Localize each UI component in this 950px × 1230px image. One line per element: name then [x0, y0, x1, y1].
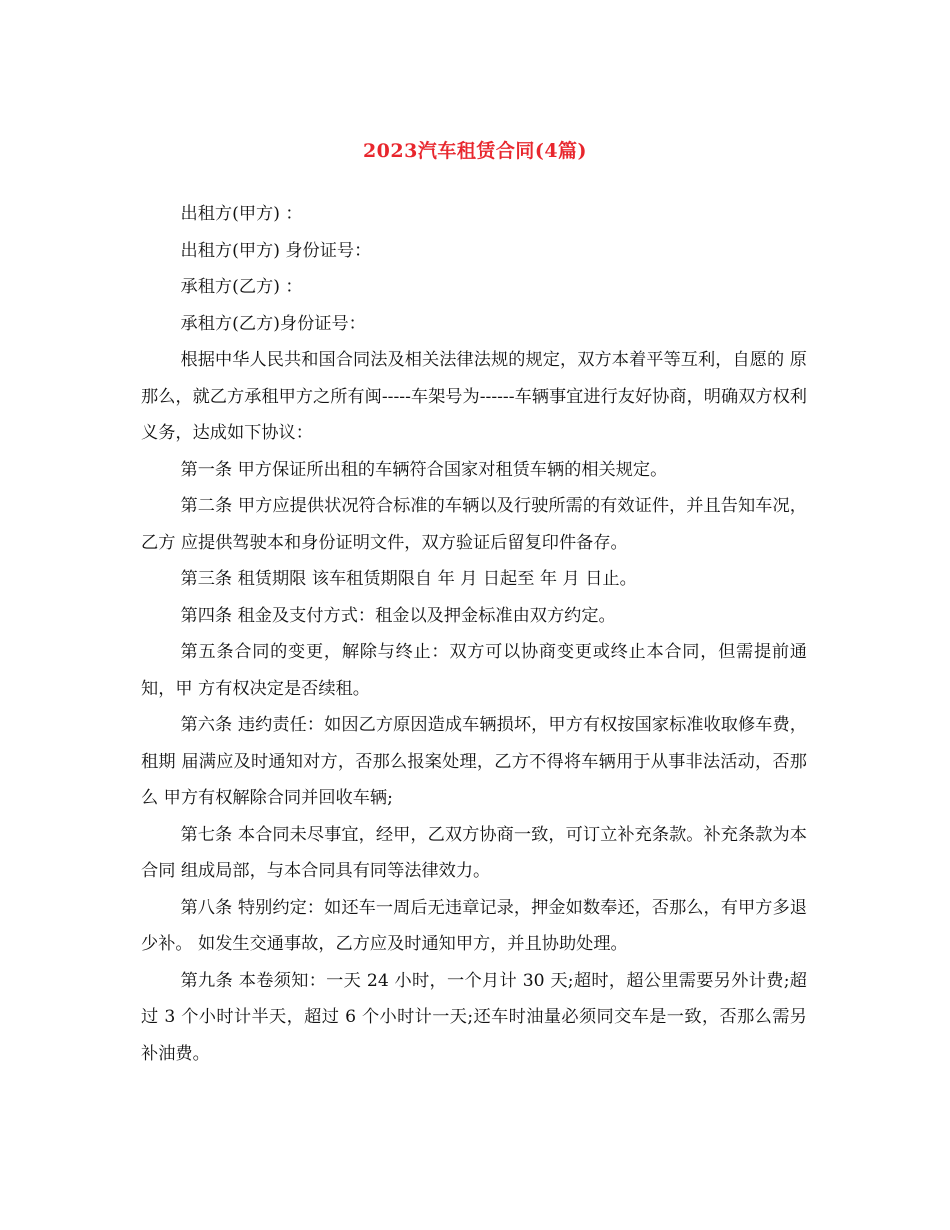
- lessee-id-line: 承租方(乙方)身份证号：: [180, 313, 366, 334]
- contract-body: [141, 196, 813, 1072]
- preamble-paragraph: 根据中华人民共和国合同法及相关法律法规的规定，双方本着平等互利，自愿的 原那么，就乙方承租甲方之所有闽-----车架号为------车辆事宜进行友好协商，明确双方权利义务，达成如下协议：: [141, 350, 807, 443]
- article-8: 第八条 特别约定：如还车一周后无违章记录，押金如数奉还，否那么，有甲方多退少补。 如发生交通事故，乙方应及时通知甲方，并且协助处理。: [141, 897, 807, 954]
- article-2: 第二条 甲方应提供状况符合标准的车辆以及行驶所需的有效证件，并且告知车况，乙方 应提供驾驶本和身份证明文件，双方验证后留复印件备存。: [141, 496, 807, 553]
- article-3: 第三条 租赁期限 该车租赁期限自 年 月 日起至 年 月 日止。: [180, 569, 637, 589]
- article-7: 第七条 本合同未尽事宜，经甲，乙双方协商一致，可订立补充条款。补充条款为本合同 组成局部，与本合同具有同等法律效力。: [141, 824, 807, 881]
- article-1: 第一条 甲方保证所出租的车辆符合国家对租赁车辆的相关规定。: [180, 459, 668, 480]
- document-title: 2023汽车租赁合同(4篇): [362, 140, 588, 162]
- article-6: 第六条 违约责任：如因乙方原因造成车辆损坏，甲方有权按国家标准收取修车费，租期 届满应及时通知对方，否那么报案处理，乙方不得将车辆用于从事非法活动，否那么 甲方有权解除合同并回收车辆;: [141, 715, 807, 808]
- article-9: 第九条 本卷须知：一天 24 小时，一个月计 30 天;超时，超公里需要另外计费;超过 3 个小时计半天，超过 6 个小时计一天;还车时油量必须同交车是一致，否那么需另 补油费。: [141, 970, 813, 1064]
- article-4: 第四条 租金及支付方式：租金以及押金标准由双方约定。: [180, 605, 616, 626]
- article-5: 第五条合同的变更，解除与终止：双方可以协商变更或终止本合同，但需提前通知，甲 方有权决定是否续租。: [141, 642, 807, 699]
- lessee-name-line: 承租方(乙方) ：: [180, 277, 303, 297]
- lessor-name-line: 出租方(甲方) ：: [180, 204, 303, 224]
- lessor-id-line: 出租方(甲方) 身份证号：: [180, 240, 372, 261]
